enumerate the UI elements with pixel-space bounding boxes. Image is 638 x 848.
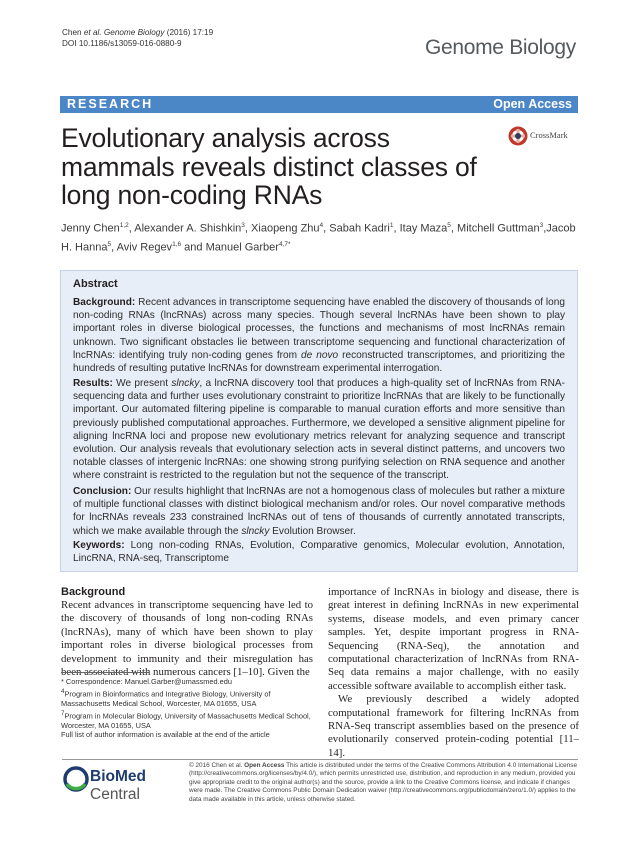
citation [62, 28, 213, 49]
author-affiliation-sup: 1,6 [172, 241, 182, 249]
article-type-banner [60, 96, 578, 113]
author-affiliation-sup: 5 [447, 222, 451, 229]
author-separator: , [450, 222, 458, 235]
author-info-note: Full list of author information is available at the end of the article [61, 730, 270, 740]
author-separator: , [128, 222, 135, 235]
author-name[interactable]: Itay Maza [399, 222, 448, 235]
author-separator: , [543, 222, 547, 235]
author-affiliation-sup: 4 [319, 222, 324, 229]
article-title: Evolutionary analysis across mammals reveals distinct classes of long non-coding RNAs [61, 123, 477, 210]
footer-rule [62, 759, 578, 760]
journal-name: Genome Biology [424, 36, 576, 59]
correspondence[interactable]: * Correspondence: Manuel.Garber@umassmed.edu [61, 677, 233, 686]
author-name[interactable]: Alexander A. Shishkin [134, 222, 242, 235]
biomed-central-icon [63, 766, 89, 792]
body-paragraph: importance of lncRNAs in biology and disease, there is great interest in defining lncRNAs in new experimental systems, disease models, and even primary cancer samples. Yet, despite important progress in RNA-Sequencing (RNA-Seq), the annotation and computational characterization of lncRNAs from RNA-Seq data remains a major challenge, with no easily accessible software available to accomplish either task. [328, 586, 579, 692]
body-right-column [328, 586, 579, 760]
author-name[interactable]: Xiaopeng Zhu [251, 222, 320, 235]
abstract-conclusion: Conclusion: Our results highlight that lncRNAs are not a homogenous class of molecules but rather a mixture of multiple functional classes with distinct biological mechanism and/or roles. Our novel comparative methods for lncRNAs reveals 233 constrained lncRNAs out of tens of thousands of currently annotated transcripts, which we make available through the slncky Evolution Browser. [73, 486, 566, 537]
author-separator: , [393, 222, 400, 235]
footnote-rule [61, 672, 149, 673]
author-name[interactable]: Jacob H. Hanna [61, 222, 576, 254]
article-type-label: RESEARCH [67, 97, 154, 111]
author-affiliation-sup: 5 [107, 241, 112, 249]
body-paragraph: We previously described a widely adopted computational framework for filtering lncRNAs from RNA-Seq transcript assemblies based on the presence of evolutionarily conserved protein-coding potential [11–14]. [328, 693, 579, 759]
doi[interactable]: DOI 10.1186/s13059-016-0880-9 [62, 38, 182, 48]
author-name[interactable]: Manuel Garber [205, 241, 279, 254]
license-statement: © 2016 Chen et al. Open Access This article is distributed under the terms of the Creative Commons Attribution 4.0 International License (http://creativecommons.org/licenses/by/4.0/), which permits unrestricted use, distribution, and reproduction in any medium, provided you give appropriate credit to the original author(s) and the source, provide a link to the Creative Commons license, and indicate if changes were made. The Creative Commons Public Domain Dedication waiver (http://creativecommons.org/publicdomain/zero/1.0/) applies to the data made available in this article, unless otherwise stated. [189, 762, 578, 803]
abstract-results: Results: We present slncky, a lncRNA discovery tool that produces a high-quality set of lncRNAs from RNA-sequencing data and further uses evolutionary constraint to prioritize lncRNAs that are likely to be functionally important. Our automated filtering pipeline is comparable to manual curation efforts and more sensitive than previously published computational approaches. Furthermore, we developed a sensitive alignment pipeline for aligning lncRNA loci and propose new evolutionary metrics relevant for analyzing sequence and transcript evolution. Our analysis reveals that evolutionary selection acts in several distinct patterns, and uncovers two notable classes of intergenic lncRNAs: one showing strong purifying selection on RNA sequence and another where constraint is restricted to the regulation but not the sequence of the transcript. [73, 378, 565, 482]
affiliation-7: $^7$Program in Molecular Biology, University of Massachusetts Medical School, Worcester, MA 01655, USA [61, 709, 311, 730]
body-paragraph: Recent advances in transcriptome sequencing have led to the discovery of thousands of long non-coding RNAs (lncRNAs), many of which have been shown to play important roles in diverse biological processes from development to immunity and their misregulation has been associated with numerous cancers [1–10]. Given the [61, 599, 313, 679]
author-affiliation-sup: 1,2 [119, 222, 129, 229]
author-affiliation-sup: 4,7* [278, 241, 291, 249]
author-separator: , [323, 222, 330, 235]
author-affiliation-sup: 1 [389, 222, 394, 229]
citation-line-1: Chen et al. Genome Biology (2016) 17:19 [62, 28, 214, 37]
body-left-column [61, 599, 313, 679]
author-list [61, 218, 581, 256]
abstract-keywords: Keywords: Long non-coding RNAs, Evolution, Comparative genomics, Molecular evolution, Annotation, LincRNA, RNA-seq, Transcriptome [73, 540, 565, 565]
abstract-box [60, 270, 578, 572]
author-separator: and [181, 241, 206, 254]
footnotes [61, 677, 319, 740]
section-heading-background: Background [61, 586, 126, 598]
affiliation-4: $^4$Program in Bioinformatics and Integrative Biology, University of Massachusetts Medical School, Worcester, MA 01655, USA [61, 687, 271, 708]
open-access-label: Open Access [493, 97, 572, 111]
author-name[interactable]: Jenny Chen [61, 222, 120, 235]
author-affiliation-sup: 3 [539, 222, 544, 229]
abstract-heading: Abstract [73, 278, 118, 290]
author-separator: , [111, 241, 117, 254]
crossmark-badge[interactable] [508, 124, 580, 148]
crossmark-icon [508, 126, 528, 146]
author-name[interactable]: Mitchell Guttman [457, 222, 540, 235]
abstract-background: Background: Recent advances in transcriptome sequencing have enabled the discovery of thousands of long non-coding RNAs (lncRNAs) across many species. Though several lncRNAs have been shown to play important roles in diverse biological processes, the functions and mechanisms of most lncRNAs remain unknown. Two significant obstacles lie between transcriptome sequencing and functional characterization of lncRNAs: identifying truly non-coding genes from de novo reconstructed transcriptomes, and prioritizing the hundreds of resulting putative lncRNAs for downstream experimental interrogation. [73, 297, 566, 375]
crossmark-label: CrossMark [530, 130, 568, 140]
author-separator: , [244, 222, 252, 235]
author-affiliation-sup: 3 [241, 222, 245, 229]
biomed-central-logo: BioMed Central [63, 766, 183, 792]
author-name[interactable]: Sabah Kadri [329, 222, 390, 235]
author-name[interactable]: Aviv Regev [116, 241, 173, 254]
